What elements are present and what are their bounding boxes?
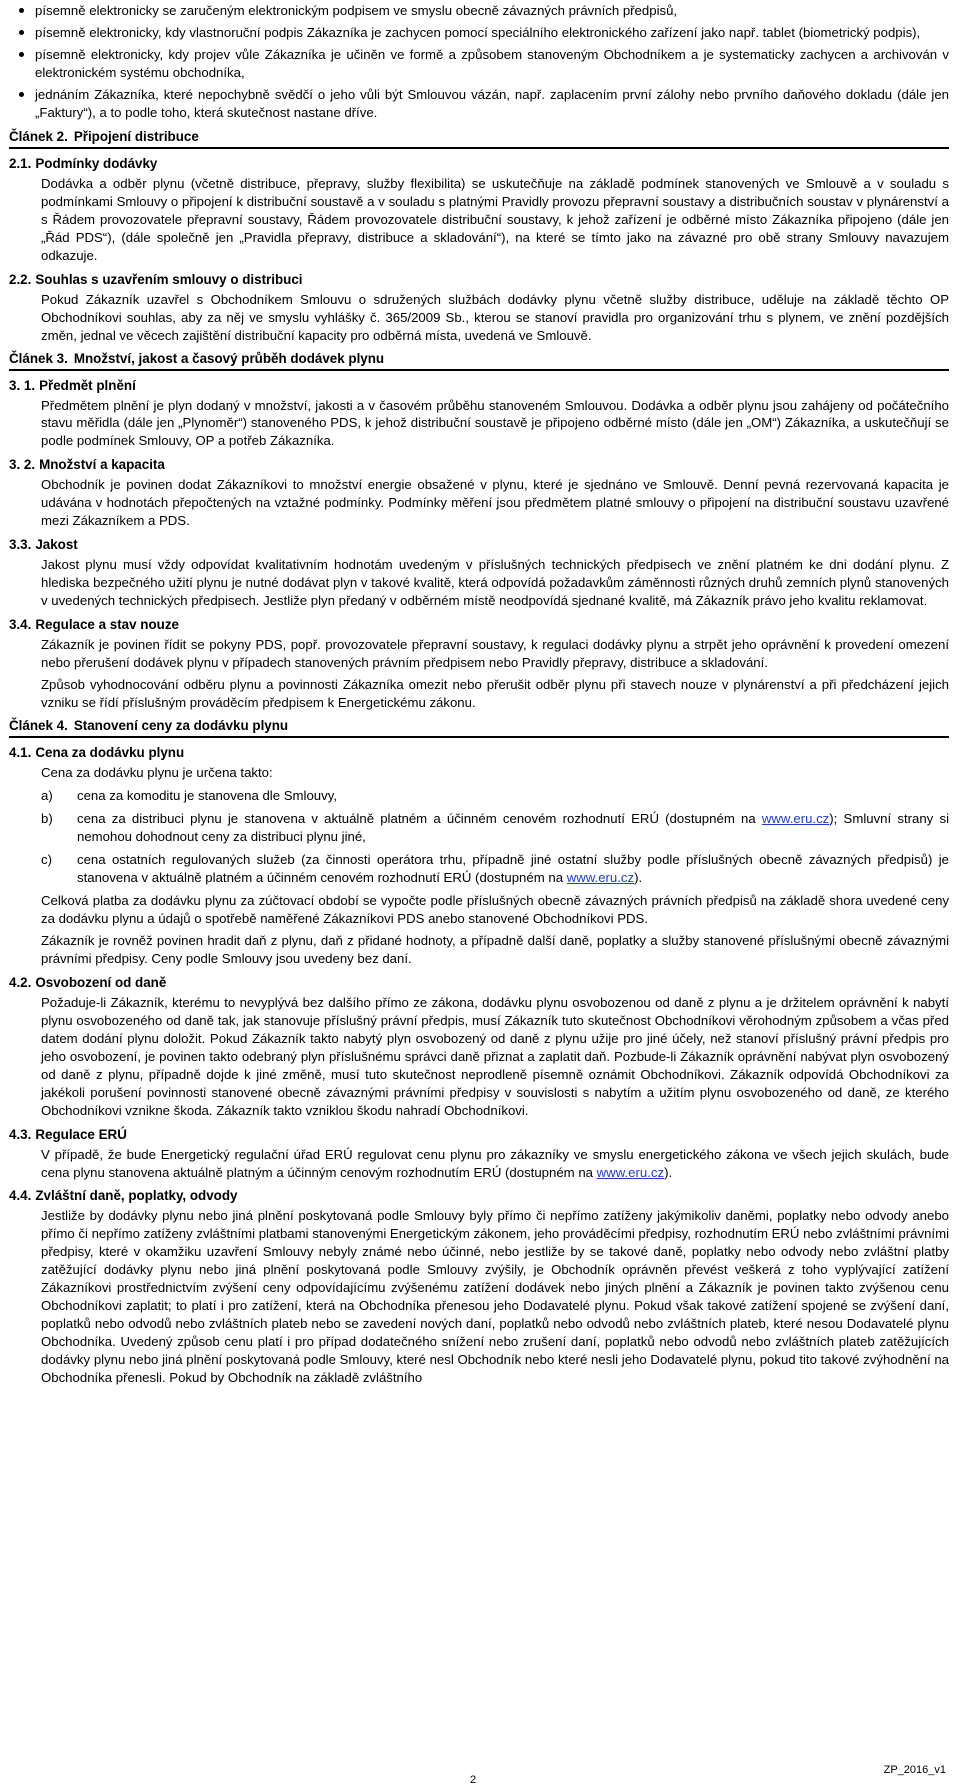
section-4-1-text-3: Zákazník je rovněž povinen hradit daň z plynu, daň z přidané hodnoty, a případně další daně, poplatky a služby stanovené příslušnými obecně závaznými právními předpisy. Ceny podle Smlouvy jsou uvedeny bez daní. bbox=[41, 933, 949, 967]
section-3-2-heading: 3. 2. Množství a kapacita bbox=[9, 457, 165, 473]
document-body bbox=[9, 2, 949, 1391]
page-footer bbox=[0, 1764, 960, 1791]
list-item: jednáním Zákazníka, které nepochybně svědčí o jeho vůli být Smlouvou vázán, např. zaplacením první zálohy nebo prvního daňového dokladu (dále jen „Faktury“), a to podle toho, která skutečnost nastane dříve. bbox=[9, 86, 949, 122]
article-2-heading: Článek 2. Připojení distribuce bbox=[9, 128, 949, 149]
section-4-2-text: Požaduje-li Zákazník, kterému to nevyplývá bez dalšího přímo ze zákona, dodávku plynu osvobozenou od daně z plynu a je držitelem oprávnění k nabytí plynu osvobozeného od daně tak, jak stanovuje příslušný právní předpis, musí Zákazník tuto skutečnost Obchodníkovi věrohodným způsobem a včas před datem dodání plynu doložit. Pokud Zákazník takto nabytý plyn osvobozený od daně z plynu užije pro jiné účely, než stanoví příslušný právní předpis pro jeho osvobození, je povinen takto odebraný plyn příslušnému správci daně přiznat a zaplatit daň. Pozbude-li Zákazník oprávnění nabývat plyn osvobozený od daně z plynu, případně dojde k jiné změně, musí tuto skutečnost neprodleně písemně oznámit Obchodníkovi. Zákazník odpovídá Obchodníkovi za jakékoli porušení povinnosti stanovené obecně závaznými právními předpisy v souvislosti s nabytím a užitím plynu osvobozeného od daně, ze kterého Obchodníkovi vznikne škoda. Zákazník takto vzniklou škodu nahradí Obchodníkovi. bbox=[41, 995, 949, 1118]
section-4-4-heading: 4.4. Zvláštní daně, poplatky, odvody bbox=[9, 1188, 238, 1204]
eru-link[interactable]: www.eru.cz bbox=[566, 869, 635, 885]
article-4-heading: Článek 4. Stanovení ceny za dodávku plynu bbox=[9, 717, 949, 738]
section-4-3-text: V případě, že bude Energetický regulační úřad ERÚ regulovat cenu plynu pro zákazníky ve smyslu energetického zákona ve všech jejich skulách, bude cena plynu stanovena aktuálně platným a účinným cenovým rozhodnutím ERÚ (dostupném na www.eru.cz). bbox=[41, 1146, 949, 1180]
document-code: ZP_2016_v1 bbox=[883, 1764, 946, 1776]
section-4-4-text: Jestliže by dodávky plynu nebo jiná plnění poskytovaná podle Smlouvy byly přímo či nepřímo zatíženy jakýmikoliv daněmi, poplatky nebo odvody anebo přímo či nepřímo zatíženy zvláštními platbami stanovenými Energetickým zákonem, jeho prováděcími předpisy, rozhodnutím ERÚ nebo zvláštními právními předpisy, které v okamžiku uzavření Smlouvy nebyly známé nebo účinné, nebo jestliže by se takové daně, poplatky nebo odvody nebo zvláštní platby zatěžující dodávky plynu nebo jiná plnění poskytovaná podle Smlouvy zvýšily, je Obchodník oprávněn převést veškerá z toho vyplývající zatížení Zákazníkovi prostřednictvím zvýšení ceny odpovídajícímu zvýšenému zatížení dodávek nebo jiných plnění a Zákazník je povinen takto zvýšenou cenu Obchodníkovi zaplatit; to platí i pro zatížení, která na Obchodníka přenesou jeho Dodavatelé plynu. Pokud však takové zatížení spojené se zvýšení daní, poplatků nebo odvodů nebo zvláštních plateb nebo se zavedení nových daní, poplatků nebo odvodů nebo zvláštních plateb, které nesou Dodavatelé plynu Obchodníka. Uvedený způsob cenu platí i pro případ dodatečného snížení nebo zrušení daní, poplatků nebo odvodů nebo zvláštních plateb zatěžujících dodávky plynu nebo jiná plnění poskytovaná podle Smlouvy, které nesl Obchodník nebo které nesli jeho Dodavatelé plynu, pokud tito takové zvýhodnění na Obchodníka přenesli. Pokud by Obchodník na základě zvláštního bbox=[41, 1208, 949, 1385]
section-4-2-heading: 4.2. Osvobození od daně bbox=[9, 975, 167, 991]
eru-link[interactable]: www.eru.cz bbox=[596, 1164, 665, 1180]
section-3-3-text: Jakost plynu musí vždy odpovídat kvalitativním hodnotám uvedeným v příslušných technických předpisech ve znění platném ke dni dodání plynu. Z hlediska bezpečného užití plynu je nutné dodávat plyn v takové kvalitě, která odpovídá požadavkům záměnnosti různých druhů zemních plynů stanovených v uvedených technických předpisech. Jestliže plyn předaný v odběrném místě neodpovídá sjednané kvalitě, má Zákazník právo jeho kvalitu reklamovat. bbox=[41, 556, 949, 608]
section-3-4-text-2: Způsob vyhodnocování odběru plynu a povinnosti Zákazníka omezit nebo přerušit odběr plynu při stavech nouze v plynárenství a při předcházení jejich vzniku se řídí příslušným prováděcím předpisem k Energetickému zákonu. bbox=[41, 677, 949, 711]
section-2-1-text: Dodávka a odběr plynu (včetně distribuce, přepravy, služby flexibilita) se uskutečňuje na základě podmínek stanovených ve Smlouvě a v souladu s podmínkami Smlouvy o připojení k distribuční soustavě a v souladu s platnými Pravidly provozu přepravní soustavy a distribučních soustav v plynárenství a s Řádem provozovatele přepravní soustavy, Řádem provozovatele distribuční soustavy, k jehož zařízení je odběrné místo Zákazníka připojeno (dále jen „Řád PDS“), (dále společně jen „Pravidla přepravy, distribuce a skladování“), na které se tímto jako na závazné pro obě strany Smlouvy navazujem odkazuje. bbox=[41, 176, 949, 263]
section-2-2-text: Pokud Zákazník uzavřel s Obchodníkem Smlouvu o sdružených službách dodávky plynu včetně služby distribuce, uděluje na základě těchto OP Obchodníkovi souhlas, aby za něj ve smyslu vyhlášky č. 365/2009 Sb., kterou se stanoví pravidla pro organizování trhu s plynem, ve znění pozdějších změn, jednal ve věcech zajištění distribuční kapacity pro odběrná místa, uvedená ve Smlouvě. bbox=[41, 291, 949, 343]
list-item: písemně elektronicky se zaručeným elektronickým podpisem ve smyslu obecně závazných právních předpisů, bbox=[9, 2, 949, 20]
section-2-2-heading: 2.2. Souhlas s uzavřením smlouvy o distribuci bbox=[9, 271, 303, 287]
signature-methods-list bbox=[9, 2, 949, 121]
price-components-list bbox=[41, 787, 949, 887]
eru-link[interactable]: www.eru.cz bbox=[761, 811, 830, 826]
list-item: písemně elektronicky, kdy projev vůle Zákazníka je učiněn ve formě a způsobem stanoveným Obchodníkem a je systematicky zachycen a archivován v elektronickém systému obchodníka, bbox=[9, 46, 949, 82]
section-3-1-heading: 3. 1. Předmět plnění bbox=[9, 377, 136, 393]
section-2-1-heading: 2.1. Podmínky dodávky bbox=[9, 156, 158, 172]
article-3-heading: Článek 3. Množství, jakost a časový průběh dodávek plynu bbox=[9, 350, 949, 371]
section-4-1-heading: 4.1. Cena za dodávku plynu bbox=[9, 745, 185, 761]
page-number: 2 bbox=[470, 1774, 477, 1786]
section-3-2-text: Obchodník je povinen dodat Zákazníkovi to množství energie obsažené v plynu, které je sjednáno ve Smlouvě. Denní pevná rezervovaná kapacita je udávána v hodnotách přepočtených na vztažné podmínky. Podmínky měření jsou předmětem platné smlouvy o připojení na distribuční soustavu uzavřené mezi Zákazníkem a PDS. bbox=[41, 477, 949, 529]
list-item: písemně elektronicky, kdy vlastnoruční podpis Zákazníka je zachycen pomocí speciálního elektronického zařízení jako např. tablet (biometrický podpis), bbox=[9, 24, 949, 42]
list-item: b) cena za distribuci plynu je stanovena v aktuálně platném a účinném cenovém rozhodnutí ERÚ (dostupném na www.eru.cz); Smluvní strany si nemohou dohodnout ceny za distribuci plynu jiné, bbox=[41, 811, 949, 844]
section-3-3-heading: 3.3. Jakost bbox=[9, 536, 78, 552]
section-4-3-heading: 4.3. Regulace ERÚ bbox=[9, 1126, 127, 1142]
list-item: c) cena ostatních regulovaných služeb (za činnosti operátora trhu, případně jiné ostatní služby podle příslušných obecně závazných předpisů) je stanovena v aktuálně platném a účinném cenovém rozhodnutí ERÚ (dostupném na www.eru.cz). bbox=[41, 851, 949, 885]
section-3-4-heading: 3.4. Regulace a stav nouze bbox=[9, 616, 179, 632]
section-4-1-intro: Cena za dodávku plynu je určena takto: bbox=[41, 765, 273, 781]
section-4-1-text-2: Celková platba za dodávku plynu za zúčtovací období se vypočte podle příslušných obecně závazných právních předpisů na základě shora uvedené ceny za dodávku plynu a údajů o spotřebě naměřené Zákazníkovi PDS anebo stanovené Obchodníkovi PDS. bbox=[41, 892, 949, 926]
list-item: a) cena za komoditu je stanovena dle Smlouvy, bbox=[41, 788, 337, 804]
section-3-4-text: Zákazník je povinen řídit se pokyny PDS, popř. provozovatele přepravní soustavy, k regulaci dodávky plynu a strpět jeho oprávnění k provedení omezení nebo přerušení dodávek plynu v případech stanovených právním předpisem nebo Pravidly přepravy, distribuce a skladování. bbox=[41, 636, 949, 670]
section-3-1-text: Předmětem plnění je plyn dodaný v množství, jakosti a v časovém průběhu stanoveném Smlouvou. Dodávka a odběr plynu jsou zahájeny od počátečního stavu měřidla (dále jen „Plynoměr“) stanoveného PDS, k jehož distribuční soustavě je připojeno odběrné místo (dále jen „OM“) Zákazníka, a uskutečňují se podle podmínek Smlouvy, OP a potřeb Zákazníka. bbox=[41, 397, 949, 449]
